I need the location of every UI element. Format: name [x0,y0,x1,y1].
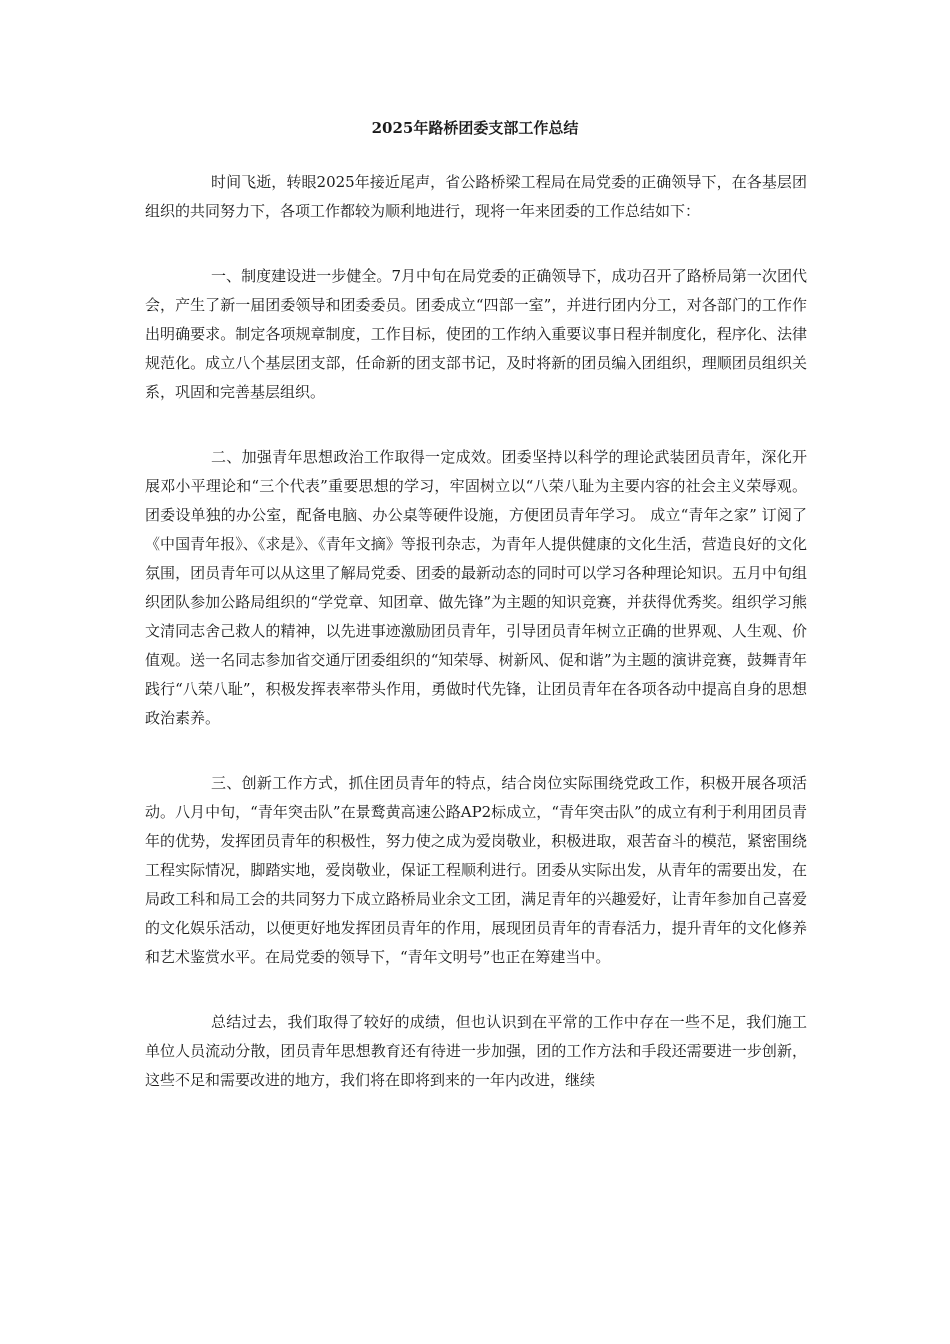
paragraph-intro: 时间飞逝，转眼2025年接近尾声，省公路桥梁工程局在局党委的正确领导下，在各基层团组织的共同努力下，各项工作都较为顺利地进行，现将一年来团委的工作总结如下： [145,173,807,220]
paragraph-summary: 总结过去，我们取得了较好的成绩，但也认识到在平常的工作中存在一些不足，我们施工单位人员流动分散，团员青年思想教育还有待进一步加强，团的工作方法和手段还需要进一步创新，这些不足和需要改进的地方，我们将在即将到来的一年内改进，继续 [145,1013,807,1089]
paragraph-ideological-work: 二、加强青年思想政治工作取得一定成效。团委坚持以科学的理论武装团员青年，深化开展邓小平理论和“三个代表”重要思想的学习，牢固树立以“八荣八耻为主要内容的社会主义荣辱观。团委设单独的办公室，配备电脑、办公桌等硬件设施，方便团员青年学习。 成立“青年之家” 订阅了《中国青年报》、《求是》、《青年文摘》等报刊杂志，为青年人提供健康的文化生活，营造良好的文化氛围，团员青年可以从这里了解局党委、团委的最新动态的同时可以学习各种理论知识。五月中旬组织团队参加公路局组织的“学党章、知团章、做先锋”为主题的知识竞赛，并获得优秀奖。组织学习熊文清同志舍己救人的精神，以先进事迹激励团员青年，引导团员青年树立正确的世界观、人生观、价值观。送一名同志参加省交通厅团委组织的“知荣辱、树新风、促和谐”为主题的演讲竞赛，鼓舞青年践行“八荣八耻”，积极发挥表率带头作用，勇做时代先锋，让团员青年在各项各动中提高自身的思想政治素养。 [145,448,807,727]
document-body [145,168,807,1131]
document-title: 2025年路桥团委支部工作总结 [371,119,579,137]
paragraph-innovation: 三、创新工作方式，抓住团员青年的特点，结合岗位实际围绕党政工作，积极开展各项活动。八月中旬，“青年突击队”在景鹜黄高速公路AP2标成立，“青年突击队”的成立有利于利用团员青年的优势，发挥团员青年的积极性，努力使之成为爱岗敬业，积极进取，艰苦奋斗的模范，紧密围绕工程实际情况，脚踏实地，爱岗敬业，保证工程顺利进行。团委从实际出发，从青年的需要出发，在局政工科和局工会的共同努力下成立路桥局业余文工团，满足青年的兴趣爱好，让青年参加自己喜爱的文化娱乐活动，以便更好地发挥团员青年的作用，展现团员青年的青春活力，提升青年的文化修养和艺术鉴赏水平。在局党委的领导下，“青年文明号”也正在筹建当中。 [145,774,807,966]
paragraph-institution-building: 一、制度建设进一步健全。7月中旬在局党委的正确领导下，成功召开了路桥局第一次团代会，产生了新一届团委领导和团委委员。团委成立“四部一室”，并进行团内分工，对各部门的工作作出明确要求。制定各项规章制度，工作目标，使团的工作纳入重要议事日程并制度化，程序化、法律规范化。成立八个基层团支部，任命新的团支部书记，及时将新的团员编入团组织，理顺团员组织关系，巩固和完善基层组织。 [145,267,807,401]
